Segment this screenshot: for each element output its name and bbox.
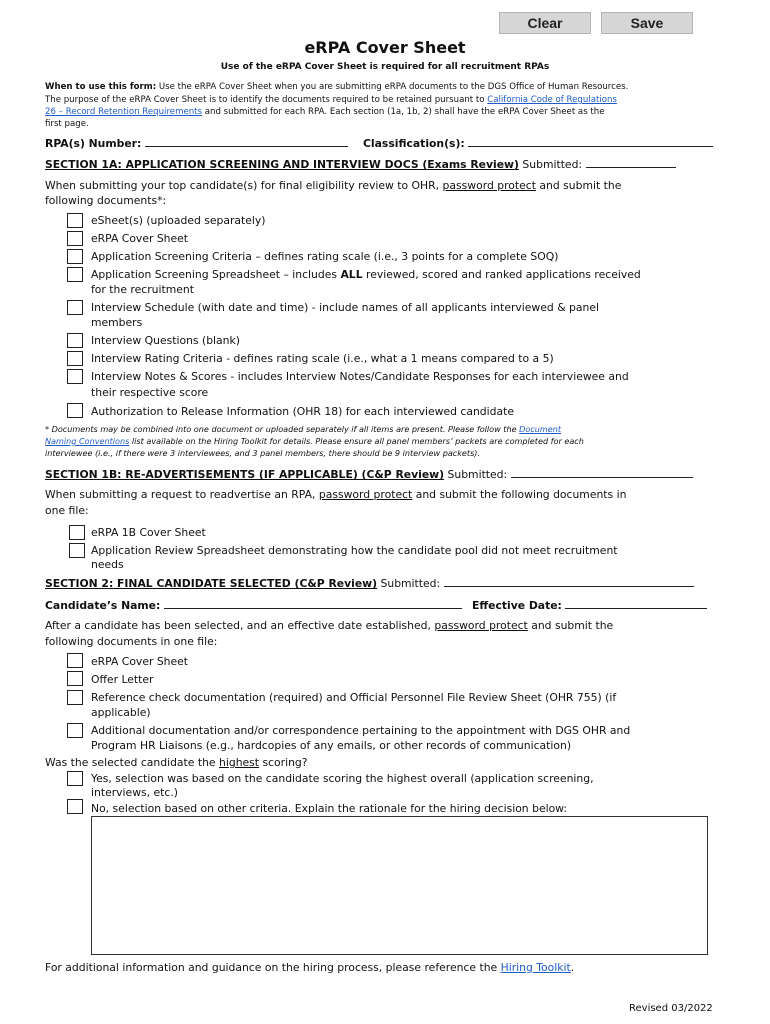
checkbox-authorization-release[interactable] (67, 403, 83, 418)
classification-label: Classification(s): (363, 137, 465, 150)
effective-date-field[interactable] (565, 607, 707, 609)
section-1a-heading (45, 158, 676, 171)
intro-line-3 (45, 106, 605, 118)
rpa-number-label: RPA(s) Number: (45, 137, 142, 150)
item-application-review-cont: needs (91, 558, 124, 571)
section-1b-heading (45, 468, 693, 481)
item-screening-spreadsheet (91, 267, 641, 283)
intro-line-4: first page. (45, 119, 89, 129)
section-1a-instructions-2: following documents*: (45, 194, 167, 207)
section-2-title: SECTION 2: FINAL CANDIDATE SELECTED (C&P Review) (45, 577, 378, 590)
section-1a-instr-text-b: and submit the (535, 179, 622, 192)
classification-field[interactable] (468, 145, 713, 147)
revised-date: Revised 03/2022 (629, 1003, 713, 1014)
password-protect-text-1b: password protect (318, 488, 413, 501)
question-text-b: scoring? (259, 756, 308, 769)
naming-conventions-link-2[interactable]: Naming Conventions (45, 436, 130, 446)
section-1b-instr-text-b: and submit the following documents in (412, 488, 627, 501)
note-text-1: * Documents may be combined into one document or uploaded separately if all items are present. Please follow the (45, 424, 520, 434)
section-2-instr-text: After a candidate has been selected, and an effective date established, (45, 619, 435, 632)
clear-button[interactable]: Clear (499, 12, 591, 34)
item-interview-questions: Interview Questions (blank) (91, 334, 240, 347)
footer-text-main: For additional information and guidance on the hiring process, please reference the (45, 961, 501, 974)
section-2-instr-text-b: and submit the (527, 619, 614, 632)
answer-yes-highest-cont: interviews, etc.) (91, 786, 178, 799)
checkbox-interview-rating-criteria[interactable] (67, 351, 83, 366)
rpa-number-field[interactable] (145, 145, 348, 147)
note-line-3: interviewee (i.e., if there were 3 interviewees, and 3 panel members, there should be 9 interview packets). (45, 448, 481, 458)
item-authorization-release: Authorization to Release Information (OHR 18) for each interviewed candidate (91, 405, 515, 418)
section-1b-submitted-field[interactable] (511, 476, 693, 478)
checkbox-erpa-cover-sheet-1a[interactable] (67, 231, 83, 246)
section-1b-submitted-label: Submitted: (444, 468, 508, 481)
naming-conventions-link-1[interactable]: Document (519, 424, 562, 434)
classification-row (363, 137, 713, 150)
effective-date-row (472, 599, 707, 612)
item-interview-notes: Interview Notes & Scores - includes Interview Notes/Candidate Responses for each interviewee and (91, 370, 629, 383)
highest-scoring-question (45, 755, 308, 771)
section-1a-submitted-field[interactable] (586, 166, 676, 168)
ccr-link-part-1[interactable]: California Code of Regulations (487, 95, 617, 105)
intro-text-3: and submitted for each RPA. Each section (1a, 1b, 2) shall have the eRPA Cover Sheet as the (202, 107, 605, 117)
checkbox-yes-highest[interactable] (67, 771, 83, 786)
item-reference-check: Reference check documentation (required) and Official Personnel File Review Sheet (OHR 755) (if (91, 691, 617, 704)
checkbox-interview-notes[interactable] (67, 369, 83, 384)
item-screening-spreadsheet-cont: for the recruitment (91, 283, 194, 296)
checkbox-interview-questions[interactable] (67, 333, 83, 348)
candidate-name-label: Candidate’s Name: (45, 599, 161, 612)
section-1a-title: SECTION 1A: APPLICATION SCREENING AND INTERVIEW DOCS (Exams Review) (45, 158, 519, 171)
page-title: eRPA Cover Sheet (304, 38, 466, 57)
rationale-textarea[interactable] (91, 816, 708, 955)
footer-period: . (570, 961, 575, 974)
spreadsheet-text-a: Application Screening Spreadsheet – includes (91, 268, 341, 281)
checkbox-esheets[interactable] (67, 213, 83, 228)
checkbox-erpa-cover-sheet-2[interactable] (67, 653, 83, 668)
checkbox-reference-check[interactable] (67, 690, 83, 705)
item-erpa-cover-sheet-2: eRPA Cover Sheet (91, 655, 189, 668)
note-line-2 (45, 435, 584, 447)
intro-text-1: Use the eRPA Cover Sheet when you are submitting eRPA documents to the DGS Office of Human Resources. (156, 82, 629, 92)
checkbox-screening-spreadsheet[interactable] (67, 267, 83, 282)
checkbox-interview-schedule[interactable] (67, 300, 83, 315)
hiring-toolkit-link[interactable]: Hiring Toolkit (500, 961, 571, 974)
item-esheets: eSheet(s) (uploaded separately) (91, 214, 266, 227)
checkbox-screening-criteria[interactable] (67, 249, 83, 264)
rpa-number-row (45, 137, 348, 150)
item-additional-documentation-cont: Program HR Liaisons (e.g., hardcopies of any emails, or other records of communication) (91, 739, 572, 752)
checkbox-no-other-criteria[interactable] (67, 799, 83, 814)
answer-no-other-criteria: No, selection based on other criteria. Explain the rationale for the hiring decision below: (91, 802, 568, 815)
item-erpa-cover-sheet-1a: eRPA Cover Sheet (91, 232, 189, 245)
footer-text (45, 960, 574, 976)
checkbox-additional-documentation[interactable] (67, 723, 83, 738)
item-additional-documentation: Additional documentation and/or correspondence pertaining to the appointment with DGS OHR and (91, 724, 631, 737)
password-protect-text-2: password protect (434, 619, 528, 632)
effective-date-label: Effective Date: (472, 599, 562, 612)
item-interview-notes-cont: their respective score (91, 386, 209, 399)
note-line-1 (45, 423, 561, 435)
item-screening-criteria: Application Screening Criteria – defines rating scale (i.e., 3 points for a complete SOQ) (91, 250, 559, 263)
section-2-instructions-2: following documents in one file: (45, 635, 218, 648)
checkbox-erpa-1b-cover-sheet[interactable] (69, 525, 85, 540)
page-subtitle: Use of the eRPA Cover Sheet is required for all recruitment RPAs (220, 62, 550, 72)
section-1b-instr-text: When submitting a request to readvertise an RPA, (45, 488, 319, 501)
question-text-a: Was the selected candidate the (45, 756, 219, 769)
item-application-review: Application Review Spreadsheet demonstrating how the candidate pool did not meet recruitment (91, 544, 618, 557)
item-interview-rating-criteria: Interview Rating Criteria - defines rating scale (i.e., what a 1 means compared to a 5) (91, 352, 554, 365)
intro-text-2: The purpose of the eRPA Cover Sheet is to identify the documents required to be retained pursuant to (45, 95, 488, 105)
checkbox-application-review[interactable] (69, 543, 85, 558)
intro-line-1 (45, 81, 628, 93)
section-1a-instructions-1 (45, 178, 621, 194)
checkbox-offer-letter[interactable] (67, 671, 83, 686)
item-interview-schedule-cont: members (91, 316, 143, 329)
spreadsheet-text-b: reviewed, scored and ranked applications received (362, 268, 641, 281)
save-button[interactable]: Save (601, 12, 693, 34)
password-protect-text: password protect (442, 179, 536, 192)
section-2-submitted-label: Submitted: (377, 577, 441, 590)
intro-label: When to use this form: (45, 82, 157, 92)
section-1a-instr-text: When submitting your top candidate(s) for final eligibility review to OHR, (45, 179, 443, 192)
item-offer-letter: Offer Letter (91, 673, 154, 686)
spreadsheet-text-bold: ALL (340, 268, 363, 281)
item-interview-schedule: Interview Schedule (with date and time) - include names of all applicants interviewed & panel (91, 301, 599, 314)
ccr-link-part-2[interactable]: 26 – Record Retention Requirements (45, 107, 203, 117)
section-1b-instructions-2: one file: (45, 504, 89, 517)
section-2-submitted-field[interactable] (444, 585, 694, 587)
candidate-name-field[interactable] (164, 607, 462, 609)
section-1b-instructions-1 (45, 487, 626, 503)
section-2-instructions-1 (45, 618, 613, 634)
note-text-2: list available on the Hiring Toolkit for details. Please ensure all panel members’ packets are completed for each (129, 436, 584, 446)
item-erpa-1b-cover-sheet: eRPA 1B Cover Sheet (91, 526, 206, 539)
item-reference-check-cont: applicable) (91, 706, 151, 719)
candidate-name-row (45, 599, 462, 612)
answer-yes-highest: Yes, selection was based on the candidate scoring the highest overall (application screening, (91, 772, 594, 785)
section-1a-submitted-label: Submitted: (518, 158, 583, 171)
section-1b-title: SECTION 1B: RE-ADVERTISEMENTS (IF APPLICABLE) (C&P Review) (45, 468, 445, 481)
intro-line-2 (45, 94, 617, 106)
question-text-highest: highest (219, 756, 260, 769)
section-2-heading (45, 577, 694, 590)
